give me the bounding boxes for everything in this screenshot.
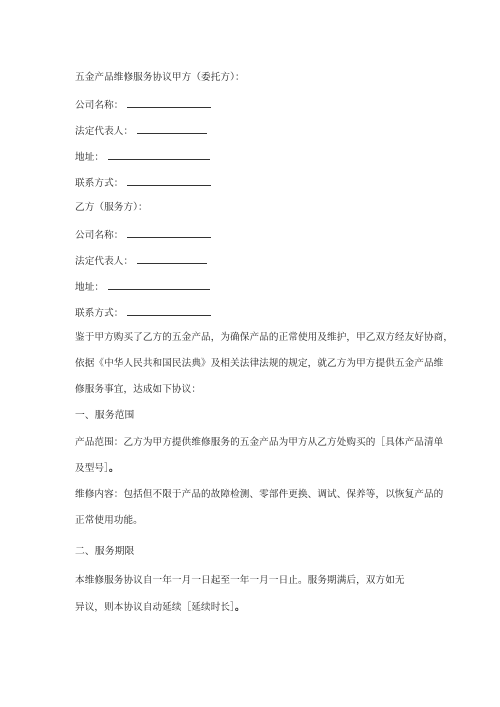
content-line-1: 维修内容：包括但不限于产品的故障检测、零部件更换、调试、保养等，以恢复产品的 xyxy=(75,489,444,500)
section-1-heading: 一、服务范围 xyxy=(75,410,135,421)
preamble-line-1: 鉴于甲方购买了乙方的五金产品，为确保产品的正常使用及维护，甲乙双方经友好协商， xyxy=(75,332,454,343)
term-line-1: 本维修服务协议自一年一月一日起至一年一月一日止。服务期满后，双方如无 xyxy=(75,575,405,586)
document-title: 五金产品维修服务协议甲方（委托方）： xyxy=(75,72,245,83)
scope-line-2: 及型号］。 xyxy=(75,463,119,474)
party-b-company-blank[interactable] xyxy=(127,227,211,238)
term-line-2: 异议，则本协议自动延续［延续时长］。 xyxy=(75,602,245,613)
party-a-contact-label: 联系方式： xyxy=(75,178,124,189)
party-a-rep-label: 法定代表人： xyxy=(75,126,134,137)
party-b-contact-label: 联系方式： xyxy=(75,308,124,319)
party-a-contact-blank[interactable] xyxy=(127,175,211,186)
section-2-heading: 二、服务期限 xyxy=(75,546,135,557)
party-a-address-blank[interactable] xyxy=(108,149,210,160)
party-a-contact-row xyxy=(75,175,211,191)
party-b-company-label: 公司名称： xyxy=(75,230,124,241)
party-a-company-blank[interactable] xyxy=(127,97,211,108)
party-b-rep-row xyxy=(75,253,207,269)
party-b-heading: 乙方（服务方）： xyxy=(75,202,148,213)
party-a-address-label: 地址： xyxy=(75,152,105,163)
party-b-contact-row xyxy=(75,305,211,321)
party-b-contact-blank[interactable] xyxy=(127,305,211,316)
party-b-rep-label: 法定代表人： xyxy=(75,256,134,267)
party-a-rep-blank[interactable] xyxy=(137,123,207,134)
content-line-2: 正常使用功能。 xyxy=(75,515,143,526)
party-b-address-blank[interactable] xyxy=(108,279,210,290)
scope-line-1: 产品范围：乙方为甲方提供维修服务的五金产品为甲方从乙方处购买的［具体产品清单 xyxy=(75,437,444,448)
party-b-address-label: 地址： xyxy=(75,282,105,293)
party-b-company-row xyxy=(75,227,211,243)
party-b-address-row xyxy=(75,279,210,295)
party-b-rep-blank[interactable] xyxy=(137,253,207,264)
party-a-company-row xyxy=(75,97,211,113)
party-a-company-label: 公司名称： xyxy=(75,100,124,111)
preamble-line-2: 依据《中华人民共和国民法典》及相关法律法规的规定，就乙方为甲方提供五金产品维 xyxy=(75,358,444,369)
party-a-rep-row xyxy=(75,123,207,139)
preamble-line-3: 修服务事宜，达成如下协议： xyxy=(75,384,202,395)
party-a-address-row xyxy=(75,149,210,165)
